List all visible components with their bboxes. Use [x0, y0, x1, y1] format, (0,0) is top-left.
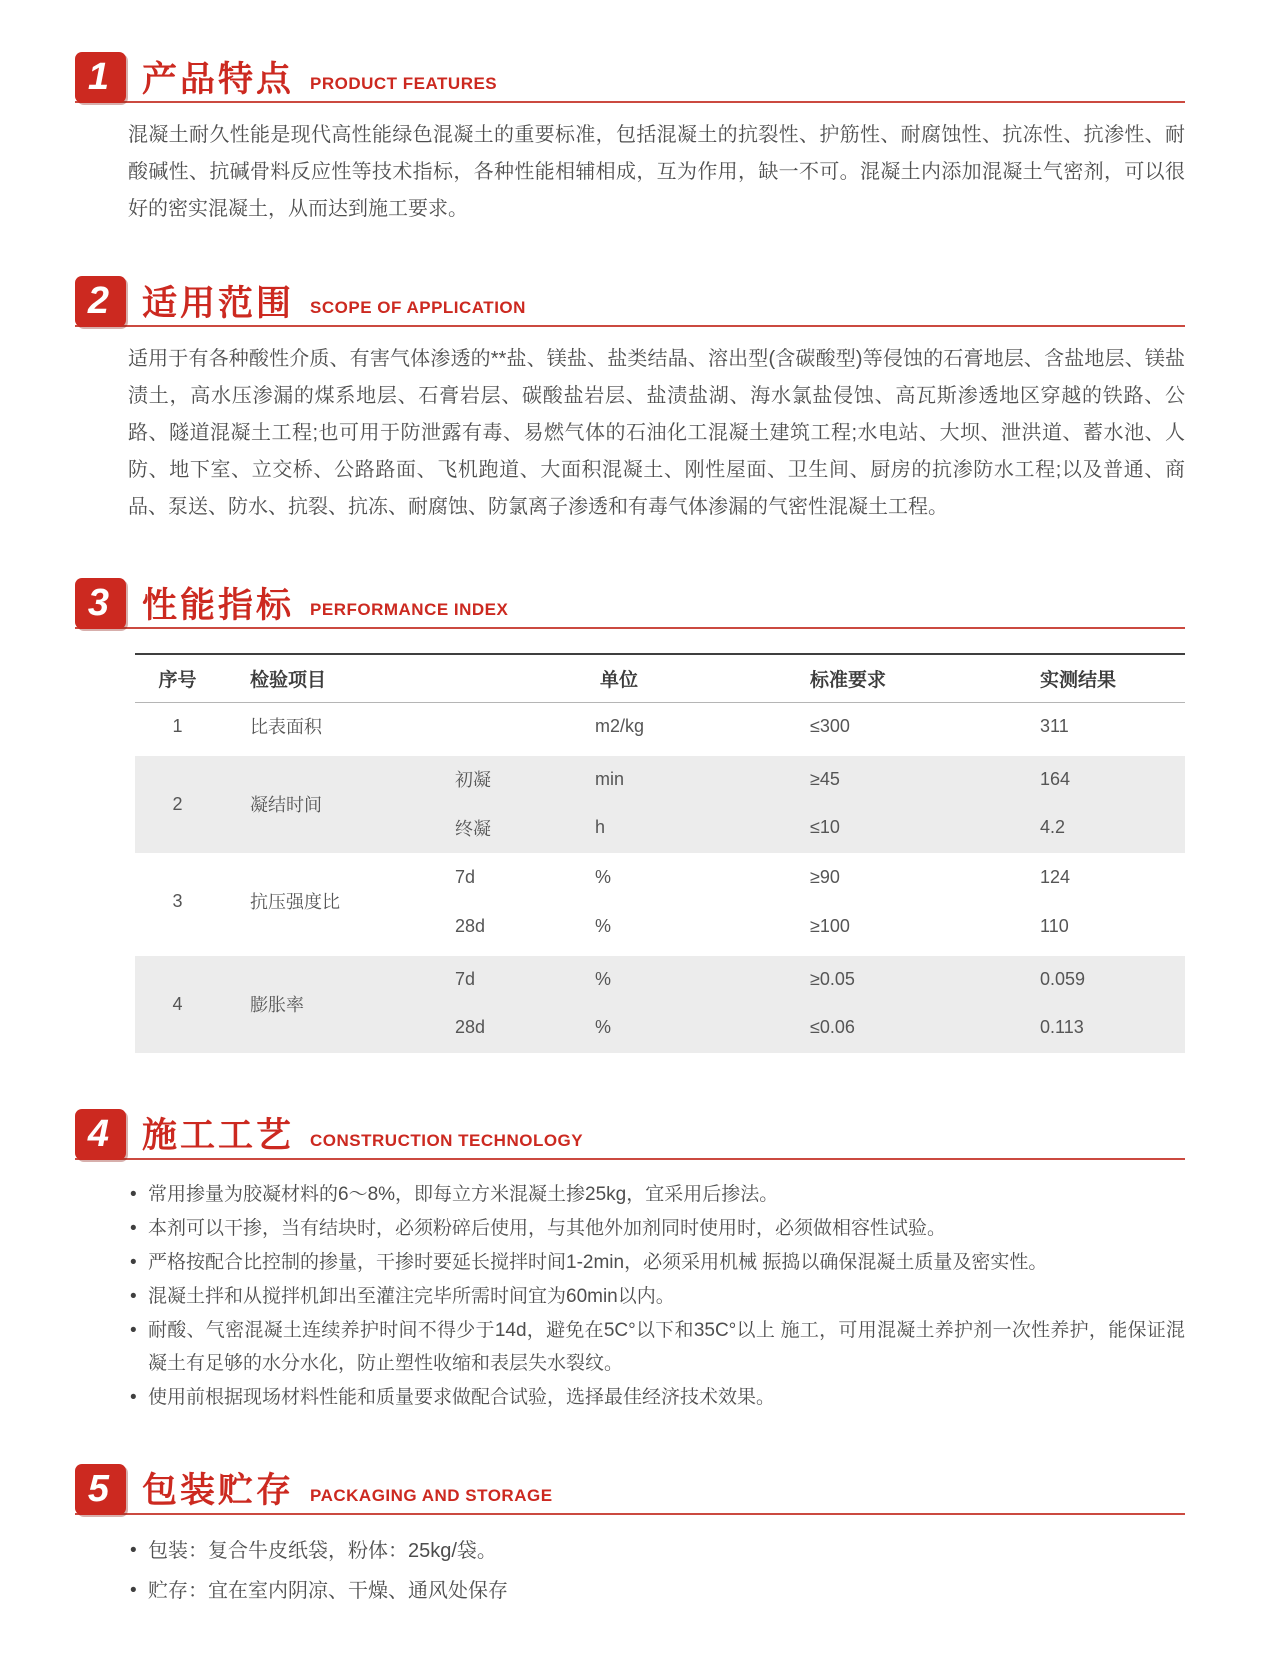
section-packaging-storage — [75, 1464, 1185, 1609]
bullet-item: • 本剂可以干掺，当有结块时，必须粉碎后使用，与其他外加剂同时使用时，必须做相容性试验。 — [128, 1212, 1185, 1245]
bullet-item: • 贮存：宜在室内阴凉、干燥、通风处保存 — [128, 1573, 1185, 1609]
section-title: 性能指标 — [142, 585, 295, 625]
section-header — [75, 1464, 1185, 1515]
section-number-badge — [75, 1464, 126, 1515]
col-header-no: 序号 — [135, 654, 220, 703]
section-number-badge — [75, 1109, 126, 1160]
section-construction-technology — [75, 1109, 1185, 1414]
col-header-item: 检验项目 — [220, 654, 570, 703]
table-row — [135, 753, 1185, 803]
cell-sub: 7d — [420, 953, 570, 1003]
section-number-badge — [75, 578, 126, 629]
section-subtitle-en: PRODUCT FEATURES — [310, 74, 498, 93]
cell-item: 抗压强度比 — [250, 892, 340, 912]
cell-sub: 28d — [420, 1003, 570, 1053]
section-scope-of-application — [75, 276, 1185, 526]
section-product-features — [75, 52, 1185, 228]
section-title: 包装贮存 — [142, 1471, 295, 1510]
cell-unit: % — [595, 867, 612, 887]
table-header-row — [135, 654, 1185, 703]
section-number: 5 — [87, 1467, 110, 1510]
col-header-result: 实测结果 — [1010, 654, 1185, 703]
section-subtitle-en: SCOPE OF APPLICATION — [310, 298, 526, 317]
cell-no: 2 — [135, 753, 220, 853]
performance-table — [135, 653, 1185, 1053]
col-header-unit: 单位 — [570, 654, 780, 703]
cell-requirement: ≥90 — [810, 867, 840, 887]
cell-item: 膨胀率 — [220, 953, 420, 1053]
section-title: 适用范围 — [142, 283, 295, 323]
section-number: 4 — [87, 1112, 110, 1155]
section-body: 适用于有各种酸性介质、有害气体渗透的**盐、镁盐、盐类结晶、溶出型(含碳酸型)等侵蚀的石膏地层、含盐地层、镁盐渍土，高水压渗漏的煤系地层、石膏岩层、碳酸盐岩层、盐渍盐湖、海水氯盐侵蚀、高瓦斯渗透地区穿越的铁路、公路、隧道混凝土工程;也可用于防泄露有毒、易燃气体的石油化工混凝土建筑工程;水电站、大坝、泄洪道、蓄水池、人防、地下室、立交桥、公路路面、飞机跑道、大面积混凝土、刚性屋面、卫生间、厨房的抗渗防水工程;以及普通、商品、泵送、防水、抗裂、抗冻、耐腐蚀、防氯离子渗透和有毒气体渗漏的气密性混凝土工程。 — [128, 348, 1185, 518]
cell-unit: min — [570, 753, 780, 803]
cell-result: 110 — [1040, 915, 1069, 936]
cell-item: 凝结时间 — [220, 753, 420, 853]
cell-result: 4.2 — [1010, 803, 1185, 853]
section-header — [75, 52, 1185, 103]
cell-unit: % — [595, 915, 612, 936]
cell-result: 0.113 — [1010, 1003, 1185, 1053]
cell-requirement: ≤10 — [780, 803, 1010, 853]
bullet-item: • 耐酸、气密混凝土连续养护时间不得少于14d，避免在5C°以下和35C°以上 施工，可用混凝土养护剂一次性养护，能保证混凝土有足够的水分水化，防止塑性收缩和表层失水裂纹。 — [128, 1314, 1185, 1380]
section-number: 1 — [87, 56, 110, 98]
table-row — [135, 953, 1185, 1003]
cell-result: 164 — [1010, 753, 1185, 803]
cell-unit: % — [570, 953, 780, 1003]
cell-no: 3 — [172, 890, 183, 911]
cell-sub: 7d — [455, 867, 476, 887]
section-subtitle-en: PERFORMANCE INDEX — [310, 600, 509, 619]
cell-requirement: ≥0.05 — [780, 953, 1010, 1003]
bullet-item: • 包装：复合牛皮纸袋，粉体：25kg/袋。 — [128, 1533, 1185, 1569]
cell-no: 1 — [172, 715, 183, 736]
cell-result: 311 — [1040, 715, 1069, 736]
section-number: 3 — [87, 582, 110, 624]
section-title: 产品特点 — [142, 59, 295, 99]
cell-requirement: ≤300 — [810, 715, 850, 736]
cell-requirement: ≤0.06 — [780, 1003, 1010, 1053]
cell-requirement: ≥45 — [780, 753, 1010, 803]
section-performance-index — [75, 578, 1185, 1053]
cell-sub — [420, 703, 570, 753]
bullet-item: • 严格按配合比控制的掺量，干掺时要延长搅拌时间1-2min，必须采用机械 振捣以确保混凝土质量及密实性。 — [128, 1246, 1185, 1279]
cell-unit: % — [570, 1003, 780, 1053]
col-header-requirement: 标准要求 — [780, 654, 1010, 703]
packaging-bullet-list — [128, 1533, 1185, 1609]
section-number-badge — [75, 52, 126, 103]
bullet-item: • 混凝土拌和从搅拌机卸出至灌注完毕所需时间宜为60min以内。 — [128, 1280, 1185, 1313]
bullet-item: • 常用掺量为胶凝材料的6～8%，即每立方米混凝土掺25kg，宜采用后掺法。 — [128, 1178, 1185, 1211]
cell-result: 0.059 — [1010, 953, 1185, 1003]
section-body: 混凝土耐久性能是现代高性能绿色混凝土的重要标准，包括混凝土的抗裂性、护筋性、耐腐蚀性、抗冻性、抗渗性、耐酸碱性、抗碱骨料反应性等技术指标，各种性能相辅相成，互为作用，缺一不可。混凝土内添加混凝土气密剂，可以很好的密实混凝土，从而达到施工要求。 — [128, 124, 1185, 220]
section-number-badge — [75, 276, 126, 327]
cell-item: 比表面积 — [250, 717, 322, 738]
table-row — [135, 853, 1185, 903]
section-header — [75, 1109, 1185, 1160]
cell-sub: 初凝 — [420, 753, 570, 803]
section-subtitle-en: PACKAGING AND STORAGE — [310, 1485, 553, 1505]
section-header — [75, 578, 1185, 629]
section-header — [75, 276, 1185, 327]
cell-unit: h — [570, 803, 780, 853]
construction-bullet-list — [128, 1178, 1185, 1414]
cell-sub: 28d — [455, 915, 486, 936]
section-title: 施工工艺 — [142, 1116, 295, 1155]
table-row — [135, 703, 1185, 753]
section-number: 2 — [87, 280, 110, 322]
cell-requirement: ≥100 — [810, 915, 850, 936]
section-subtitle-en: CONSTRUCTION TECHNOLOGY — [310, 1130, 584, 1150]
cell-unit: m2/kg — [595, 715, 645, 736]
cell-no: 4 — [135, 953, 220, 1053]
cell-sub: 终凝 — [420, 803, 570, 853]
cell-result: 124 — [1040, 867, 1071, 887]
bullet-item: • 使用前根据现场材料性能和质量要求做配合试验，选择最佳经济技术效果。 — [128, 1381, 1185, 1414]
